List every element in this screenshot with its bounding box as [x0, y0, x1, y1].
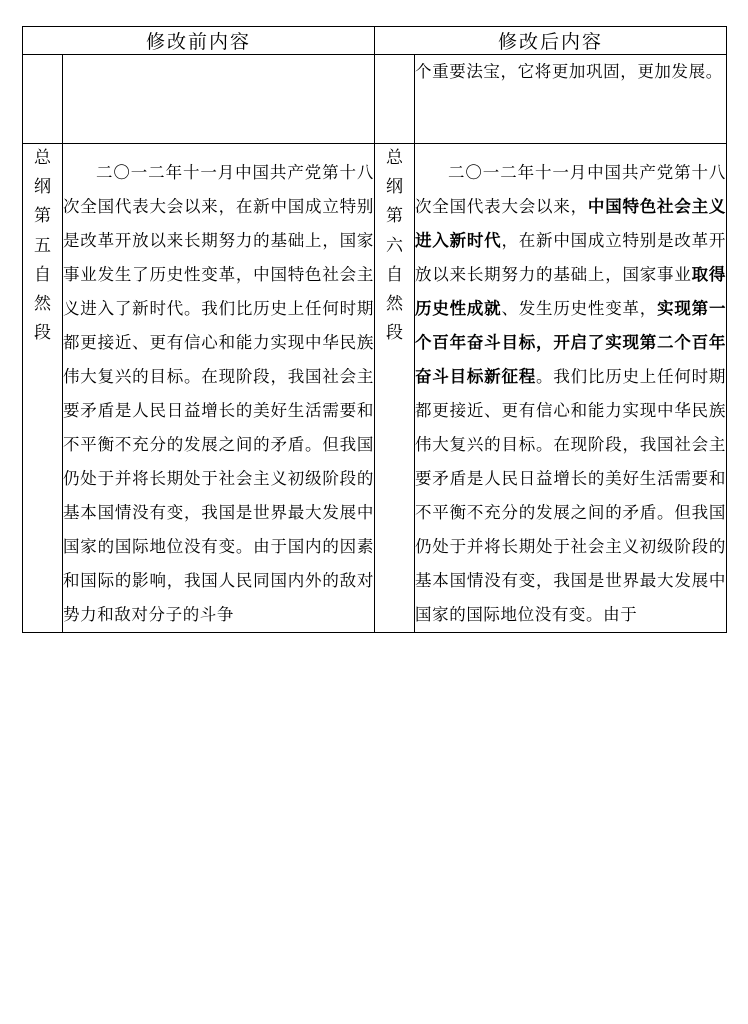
label-char: 自 [34, 264, 51, 285]
paragraph-continued [415, 55, 726, 89]
table-row [23, 55, 727, 144]
label-char: 总 [34, 148, 51, 168]
comparison-table [22, 26, 727, 633]
label-char: 纲 [34, 177, 51, 198]
label-char: 段 [386, 323, 404, 344]
paragraph-revised [415, 156, 726, 632]
label-char: 段 [34, 323, 51, 344]
label-char: 总 [386, 148, 404, 168]
label-char: 自 [386, 264, 404, 285]
label-char: 然 [386, 294, 404, 315]
label-char: 第 [386, 206, 404, 227]
text-run: 、发生历史性变革， [501, 298, 658, 318]
text-run: 。我们比历史上任何时期都更接近、更有信心和能力实现中华民族伟大复兴的目标。在现阶段，我国社会主要矛盾是人民日益增长的美好生活需要和不平衡不充分的发展之间的矛盾。但我国仍处于并将长期处于社会主义初级阶段的基本国情没有变，我国是世界最大发展中国家的国际地位没有变。由于 [415, 366, 727, 624]
label-char: 五 [34, 235, 51, 256]
label-char: 然 [34, 294, 51, 315]
text-run: 个重要法宝，它将更加巩固，更加发展。 [415, 62, 723, 81]
revised-text-run: 取得历史性成就 [415, 264, 727, 318]
table-row [23, 144, 727, 633]
header-after-content: 修改后内容 [375, 27, 727, 55]
revised-text-run: 实现第一个百年奋斗目标，开启了实现第二个百年奋斗目标新征程 [415, 298, 727, 386]
row-label-right-section [375, 144, 415, 633]
text-run: 二〇一二年十一月中国共产党第十八次全国代表大会以来， [415, 163, 727, 216]
label-char: 六 [386, 235, 404, 256]
row-text-right-continued [415, 55, 727, 144]
row-label-right-empty [375, 55, 415, 144]
label-char: 纲 [386, 177, 404, 198]
paragraph-original: 二〇一二年十一月中国共产党第十八次全国代表大会以来，在新中国成立特别是改革开放以来长期努力的基础上，国家事业发生了历史性变革，中国特色社会主义进入了新时代。我们比历史上任何时期都更接近、更有信心和能力实现中华民族伟大复兴的目标。在现阶段，我国社会主要矛盾是人民日益增长的美好生活需要和不平衡不充分的发展之间的矛盾。但我国仍处于并将长期处于社会主义初级阶段的基本国情没有变，我国是世界最大发展中国家的国际地位没有变。由于国内的因素和国际的影响，我国人民同国内外的敌对势力和敌对分子的斗争 [63, 163, 375, 624]
header-before-content: 修改前内容 [23, 27, 375, 55]
table-header-row [23, 27, 727, 55]
row-label-left-section [23, 144, 63, 633]
revised-text-run: 中国特色社会主义进入新时代 [415, 196, 727, 250]
row-label-left-empty [23, 55, 63, 144]
row-text-left-empty [63, 55, 375, 144]
text-run: ，在新中国成立特别是改革开放以来长期努力的基础上，国家事业 [415, 230, 727, 284]
label-char: 第 [34, 206, 51, 227]
row-text-left-original [63, 144, 375, 633]
row-text-right-revised [415, 144, 727, 633]
